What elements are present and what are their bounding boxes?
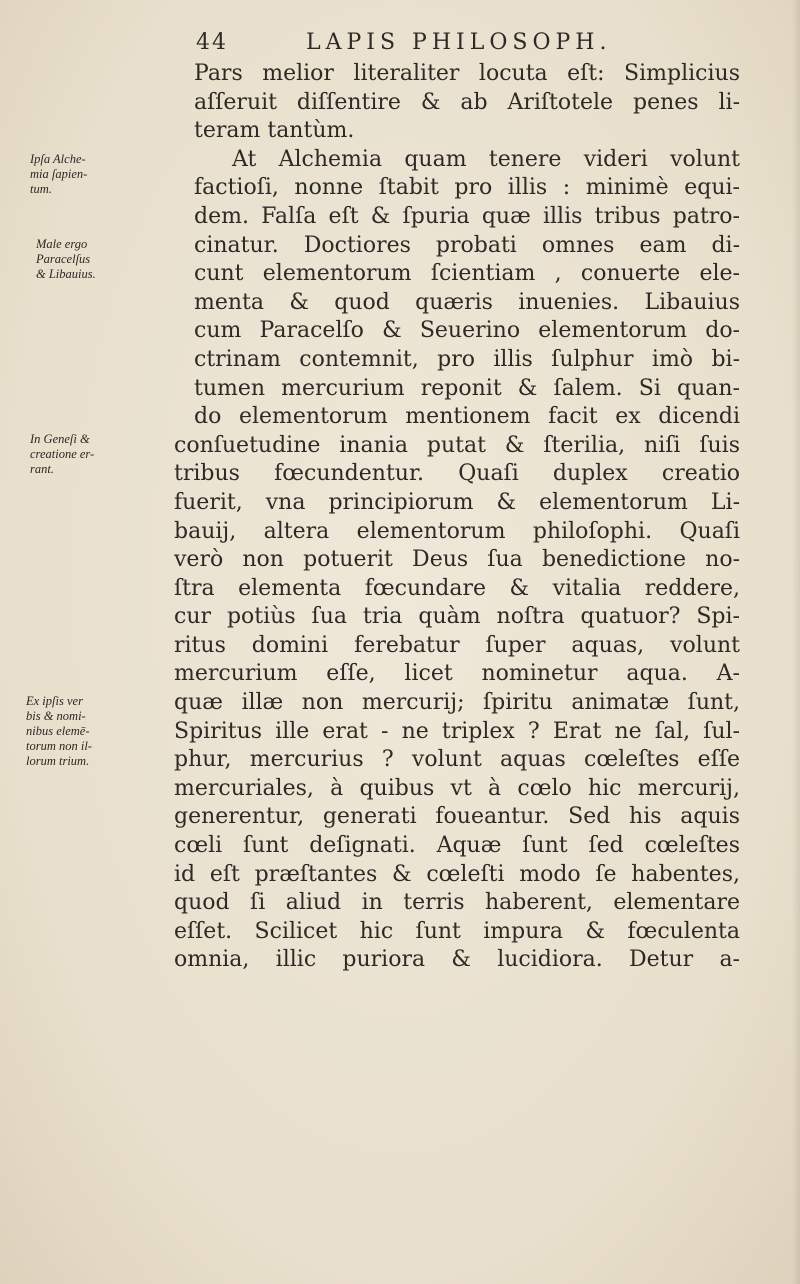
page-edge-shadow [792, 0, 800, 1284]
text-line: cunt elementorum ſcientiam , conuerte ele- [194, 261, 740, 287]
text-line: At Alchemia quam tenere videri volunt [232, 146, 740, 172]
text-line: factioſi, nonne ſtabit pro illis : minimè equi- [194, 175, 740, 201]
text-line: do elementorum mentionem facit ex dicendi [194, 404, 740, 430]
text-line: cur potiùs ſua tria quàm noſtra quatuor? Spi- [174, 604, 740, 630]
text-line: Pars melior literaliter locuta eſt: Simplicius [194, 61, 740, 86]
text-line: tribus fœcundentur. Quaſi duplex creatio [174, 461, 740, 487]
text-line: generentur, generati foueantur. Sed his aquis [174, 804, 740, 830]
text-line: menta & quod quæris inuenies. Libauius [194, 289, 740, 315]
page-number: 44 [196, 30, 228, 55]
margin-note-line: In Geneſi & [30, 432, 90, 446]
text-line: mercurium eſſe, licet nominetur aqua. A- [174, 661, 740, 687]
text-line: tumen mercurium reponit & ſalem. Si quan- [194, 375, 740, 401]
text-line: ritus domini ferebatur ſuper aquas, volunt [174, 632, 740, 658]
text-line: teram tantùm. [194, 118, 355, 144]
text-line: verò non potuerit Deus ſua benedictione no- [174, 547, 740, 573]
margin-note-line: tum. [30, 182, 52, 196]
text-line: quod ſi aliud in terris haberent, elementare [174, 890, 740, 916]
text-line: Spiritus ille erat - ne triplex ? Erat ne ſal, ſul- [174, 718, 740, 744]
text-line: conſuetudine inania putat & ſterilia, niſi ſuis [174, 432, 740, 458]
text-line: phur, mercurius ? volunt aquas cœleſtes eſſe [174, 747, 740, 773]
text-line: id eſt præſtantes & cœleſti modo ſe habentes, [174, 861, 740, 887]
margin-note-line: Ipſa Alche- [30, 152, 86, 166]
margin-note-2 [36, 237, 186, 282]
margin-note-line: & Libauius. [36, 267, 96, 281]
text-line: cinatur. Doctiores probati omnes eam di- [194, 232, 740, 258]
text-line: dem. Falſa eſt & ſpuria quæ illis tribus patro- [194, 203, 740, 229]
margin-note-line: creatione er- [30, 447, 95, 461]
margin-note-line: nibus elemē- [26, 724, 90, 738]
margin-note-line: mia ſapien- [30, 167, 88, 181]
text-line: omnia, illic puriora & lucidiora. Detur a- [174, 947, 740, 973]
body-text [174, 60, 740, 975]
text-line: mercuriales, à quibus vt à cœlo hic mercurij, [174, 775, 740, 801]
text-line: cum Paracelſo & Seuerino elementorum do- [194, 318, 740, 344]
text-line: aſſeruit diſſentire & ab Ariſtotele penes li- [194, 89, 740, 115]
margin-note-3 [30, 432, 180, 477]
margin-note-line: Ex ipſis ver [26, 694, 83, 708]
text-line: ſtra elementa fœcundare & vitalia reddere, [174, 575, 740, 601]
text-line: cœli ſunt deſignati. Aquæ ſunt ſed cœleſtes [174, 833, 740, 859]
margin-note-line: torum non il- [26, 739, 92, 753]
margin-note-line: Paracelſus [36, 252, 91, 266]
margin-note-line: bis & nomi- [26, 709, 86, 723]
text-line: fuerit, vna principiorum & elementorum Li- [174, 489, 740, 515]
running-title: LAPIS PHILOSOPH. [306, 30, 612, 55]
margin-note-4 [26, 694, 176, 769]
margin-note-line: lorum trium. [26, 754, 90, 768]
margin-note-line: rant. [30, 462, 54, 476]
text-line: eſſet. Scilicet hic ſunt impura & fœculenta [174, 918, 740, 944]
margin-note-1 [30, 152, 180, 197]
text-line: ctrinam contemnit, pro illis ſulphur imò bi- [194, 346, 740, 372]
text-line: bauij, altera elementorum philoſophi. Quaſi [174, 518, 740, 544]
text-line: quæ illæ non mercurij; ſpiritu animatæ ſunt, [174, 690, 740, 716]
page-header [196, 30, 756, 58]
margin-note-line: Male ergo [36, 237, 88, 251]
